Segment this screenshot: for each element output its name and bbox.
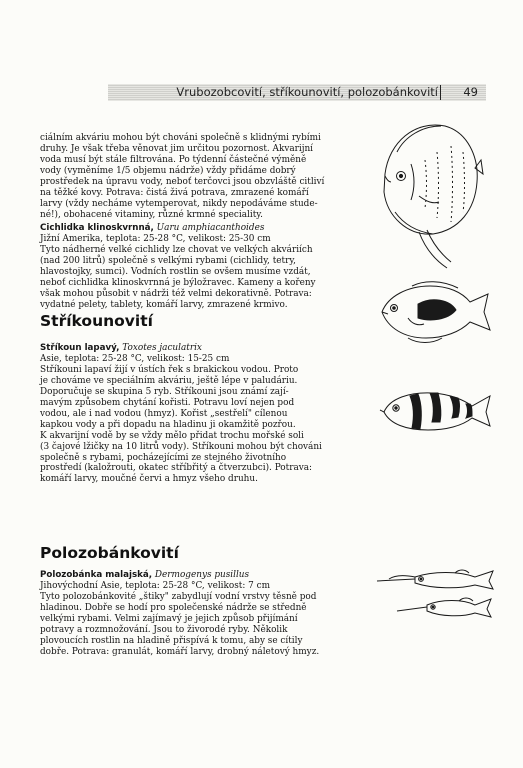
latin-name: Uaru amphiacanthoides [156,223,265,233]
text-line: (3 čajové lžičky na 10 litrů vody). Stříkouni mohou být chováni [40,441,322,452]
header-separator [440,85,441,100]
text-line: na těžké kovy. Potrava: čistá živá potrava, zmrazené komáří [40,187,309,198]
text-line: vydatné pelety, tablety, komáří larvy, zmrazené krmivo. [40,299,288,310]
header-title: Vrubozobcovití, stříkounovití, polozobánkovití [176,85,438,99]
text-line: komáří larvy, moučné červi a hmyz všeho druhu. [40,474,258,485]
text-line: společně s rybami, pocházejícími ze stejného životního [40,452,287,463]
entry-title [40,570,319,581]
text-line: ciálním akváriu mohou být chováni společně s klidnými rybími [40,133,321,143]
running-header [108,84,486,101]
cichlid-fish-illustration [378,278,492,344]
halfbeak-entry [40,570,319,658]
text-line: kapkou vody a při dopadu na hladinu ji okamžitě pozřou. [40,419,296,430]
section-heading: Stříkounovití [40,312,153,330]
species-name: Stříkoun lapavý, [40,343,120,353]
text-line: mavým způsobem chytání kořisti. Potravu loví nejen pod [40,397,295,408]
page-number: 49 [463,85,478,99]
text-line: Tyto nádherné velké cichlidy lze chovat ve velkých akváriích [40,244,313,255]
text-line: Stříkouni lapaví žijí v ústích řek s brakickou vodou. Proto [40,364,299,375]
text-line: prostředek na úpravu vody, neboť terčovci jsou obzvláště citliví [40,176,325,187]
species-name: Polozobánka malajská, [40,570,153,580]
text-line: K akvarijní vodě by se vždy mělo přidat trochu mořské soli [40,430,304,441]
text-line: potravy a rozmnožování. Jsou to živorodé ryby. Několik [40,624,288,635]
discus-fish-illustration [375,112,487,272]
text-line: voda musí být stále filtrována. Po týdenní částečné výměně [40,154,307,165]
text-line: Asie, teplota: 25-28 °C, velikost: 15-25 cm [40,353,230,364]
entry-title [40,223,316,234]
text-line: dobře. Potrava: granulát, komáří larvy, drobný náletový hmyz. [40,646,320,657]
text-line: je chováme ve speciálním akváriu, ještě lépe v paludáriu. [40,375,298,386]
text-line: né!), obohacené vitaminy, různé krmné speciality. [40,209,263,220]
text-line: Jižní Amerika, teplota: 25-28 °C, velikost: 25-30 cm [40,233,271,244]
text-line: vodou, ale i nad vodou (hmyz). Kořist „sestřelí" cílenou [40,408,288,419]
text-line: larvy (vždy necháme vytemperovat, nikdy nepodáváme stude- [40,198,318,209]
archer-entry [40,343,322,485]
latin-name: Dermogenys pusillus [154,570,250,580]
entry-title [40,343,322,354]
text-line: plovoucích rostlin na hladině přispívá k tomu, aby se cítily [40,635,303,646]
species-name: Cichlidka klinoskvrnná, [40,223,154,233]
text-line: vody (vyměníme 1/5 objemu nádrže) vždy přidáme dobrý [40,165,296,176]
text-line: Doporučuje se skupina 5 ryb. Stříkouni jsou známí zají- [40,386,289,397]
text-line: hladinou. Dobře se hodí pro společenské nádrže se středně [40,602,307,613]
section-heading: Polozobánkovití [40,544,179,562]
text-line: Tyto polozobánkovité „štiky" zabydlují vodní vrstvy těsně pod [40,591,317,602]
latin-name: Toxotes jaculatrix [122,343,202,353]
cichlid-entry [40,223,316,311]
text-line: neboť cichlidka klinoskvrnná je býložravec. Kameny a kořeny [40,277,316,288]
intro-paragraph [40,133,324,221]
text-line: (nad 200 litrů) společně s velkými rybami (cichlidy, tetry, [40,255,296,266]
text-line: Jihovýchodní Asie, teplota: 25-28 °C, velikost: 7 cm [40,580,271,591]
text-line: velkými rybami. Velmi zajímavý je jejich způsob přijímání [40,613,298,624]
text-line: však mohou působit v nádrži též velmi dekorativně. Potrava: [40,288,312,299]
archer-fish-illustration [380,388,494,432]
text-line: prostředí (kaložrouti, okatec stříbřitý a čtverzubci). Potrava: [40,463,313,474]
text-line: hlavostojky, sumci). Vodních rostlin se ovšem musíme vzdát, [40,266,311,277]
text-line: druhy. Je však třeba věnovat jim určitou pozornost. Akvarijní [40,143,314,154]
halfbeak-fish-illustration [375,567,499,623]
